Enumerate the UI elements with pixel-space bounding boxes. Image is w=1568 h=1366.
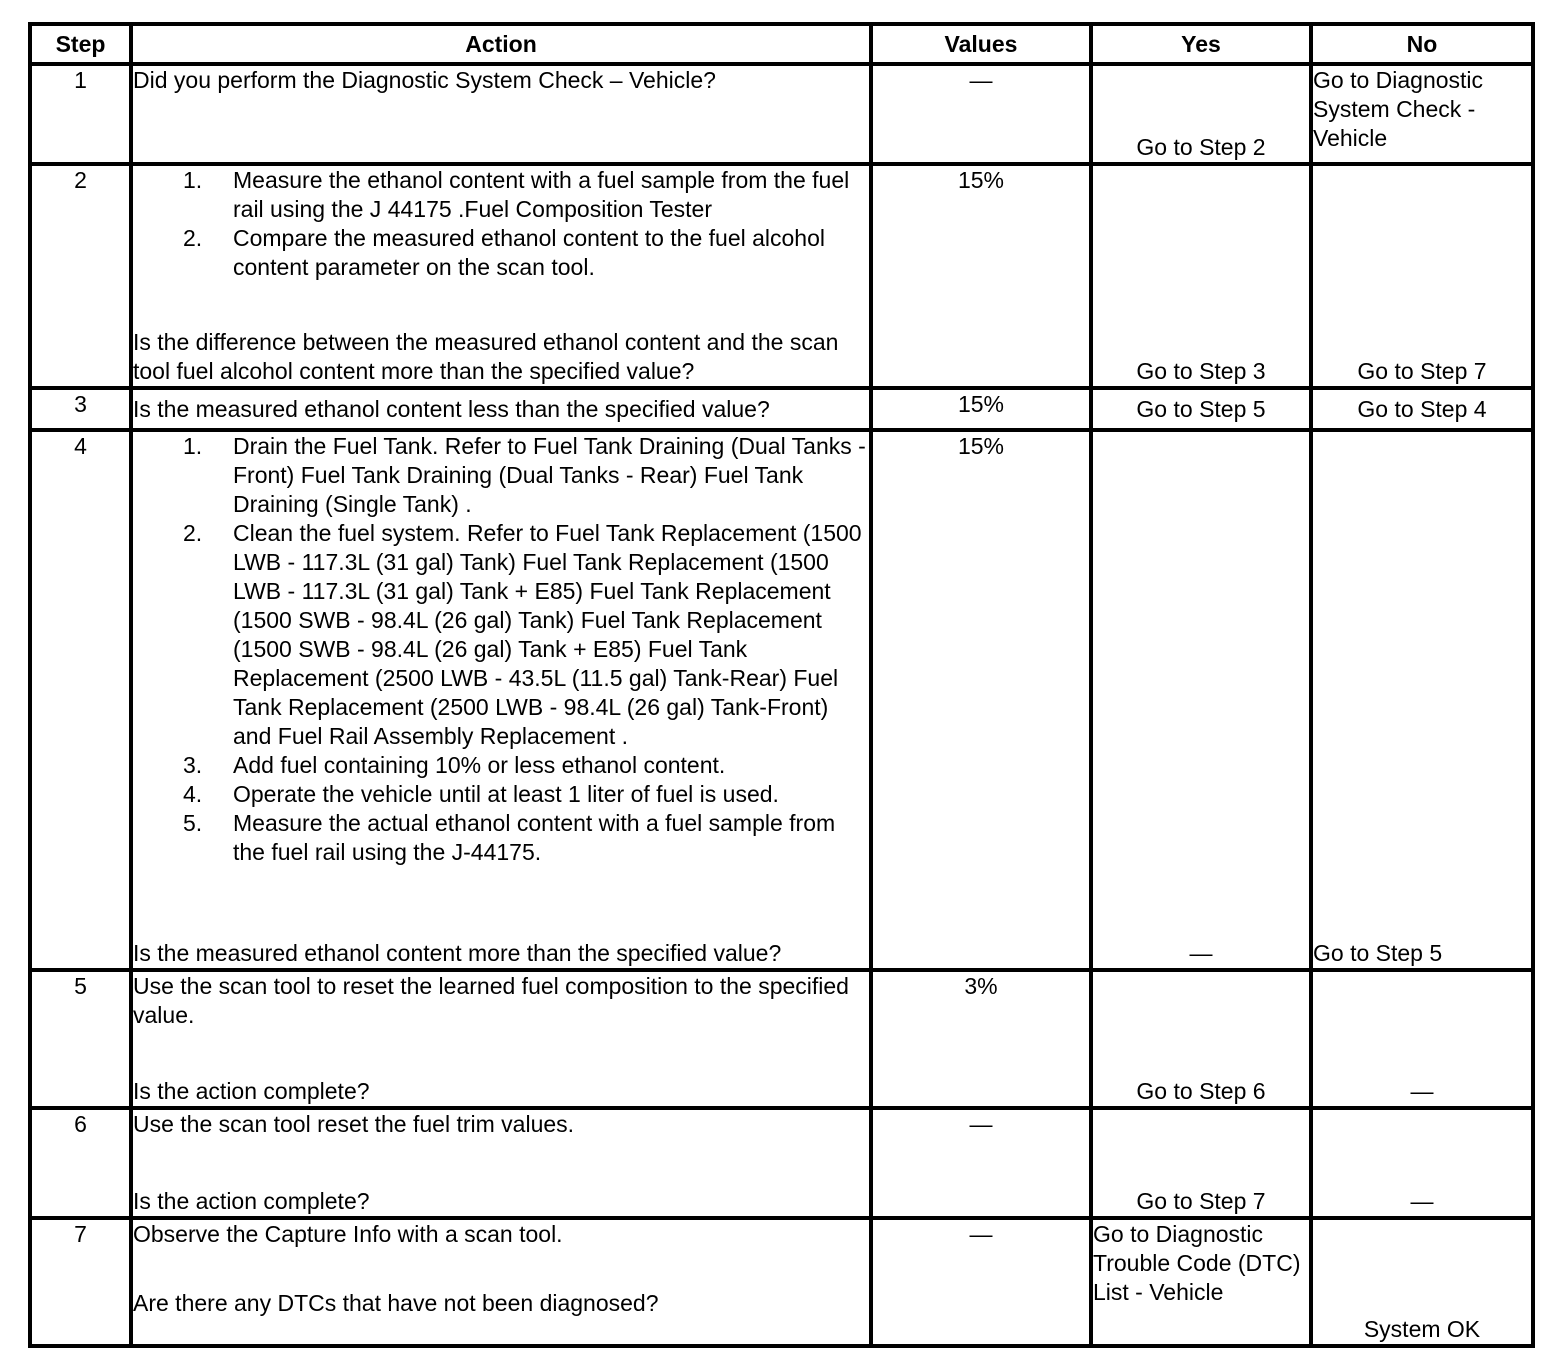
- action-intro: Use the scan tool reset the fuel trim values.: [133, 1111, 575, 1137]
- action-cell: [131, 164, 871, 388]
- list-item: 1. Measure the ethanol content with a fuel sample from the fuel rail using the J 44175 .Fuel Composition Tester: [183, 167, 850, 222]
- value-cell: 15%: [871, 388, 1091, 430]
- value-cell: —: [871, 64, 1091, 164]
- yes-cell: [1091, 430, 1311, 970]
- table-row-step-5: [30, 970, 1533, 1108]
- action-question: Is the action complete?: [133, 1188, 370, 1214]
- no-cell: [1311, 1218, 1533, 1346]
- no-cell: [1311, 388, 1533, 430]
- yes-cell: [1091, 164, 1311, 388]
- no-cell: [1311, 164, 1533, 388]
- table-row-step-1: [30, 64, 1533, 164]
- step-number: 1: [30, 64, 131, 164]
- action-cell: [131, 1108, 871, 1218]
- header-values: Values: [871, 24, 1091, 64]
- value-cell: —: [871, 1218, 1091, 1346]
- action-cell: [131, 64, 871, 164]
- table-row-step-7: [30, 1218, 1533, 1346]
- list-item: 5. Measure the actual ethanol content with a fuel sample from the fuel rail using the J-44175.: [183, 810, 836, 865]
- yes-result: —: [1189, 940, 1213, 966]
- no-cell: [1311, 64, 1533, 164]
- action-cell: [131, 388, 871, 430]
- step-number: 4: [30, 430, 131, 970]
- action-intro: Use the scan tool to reset the learned fuel composition to the specified value.: [133, 973, 849, 1028]
- diagnostic-table: [28, 22, 1535, 1348]
- action-list: [133, 166, 869, 282]
- header-step: Step: [30, 24, 131, 64]
- no-result: —: [1410, 1078, 1434, 1104]
- yes-result: Go to Step 5: [1136, 395, 1266, 422]
- no-result: Go to Diagnostic System Check - Vehicle: [1313, 67, 1484, 151]
- action-cell: [131, 430, 871, 970]
- no-cell: [1311, 430, 1533, 970]
- step-number: 5: [30, 970, 131, 1108]
- step-number: 6: [30, 1108, 131, 1218]
- yes-result: Go to Step 7: [1136, 1188, 1266, 1214]
- table-row-step-4: [30, 430, 1533, 970]
- header-action: Action: [131, 24, 871, 64]
- action-question: Is the action complete?: [133, 1078, 370, 1104]
- yes-result: Go to Diagnostic Trouble Code (DTC) List - Vehicle: [1093, 1221, 1301, 1305]
- no-result: System OK: [1363, 1316, 1481, 1342]
- action-cell: [131, 1218, 871, 1346]
- yes-cell: [1091, 970, 1311, 1108]
- value-cell: 15%: [871, 430, 1091, 970]
- table-row-step-2: [30, 164, 1533, 388]
- yes-cell: [1091, 1108, 1311, 1218]
- header-no: No: [1311, 24, 1533, 64]
- action-question: Is the measured ethanol content less than the specified value?: [133, 395, 770, 422]
- yes-cell: [1091, 64, 1311, 164]
- yes-cell: [1091, 388, 1311, 430]
- step-number: 7: [30, 1218, 131, 1346]
- no-result: Go to Step 4: [1357, 395, 1487, 422]
- table-row-step-3: [30, 388, 1533, 430]
- list-item: 2. Clean the fuel system. Refer to Fuel Tank Replacement (1500 LWB - 117.3L (31 gal) Tank) Fuel Tank Replacement (1500 LWB - 117.3L (31 gal) Tank + E85) Fuel Tank Replacement (1500 SWB - 98.4L (26 gal) Tank) Fuel Tank Replacement (1500 SWB - 98.4L (26 gal) Tank + E85) Fuel Tank Replacement (2500 LWB - 43.5L (11.5 gal) Tank-Rear) Fuel Tank Replacement (2500 LWB - 98.4L (26 gal) Tank-Front) and Fuel Rail Assembly Replacement .: [183, 520, 862, 749]
- yes-result: Go to Step 3: [1136, 358, 1266, 384]
- action-cell: [131, 970, 871, 1108]
- step-number: 2: [30, 164, 131, 388]
- yes-result: Go to Step 2: [1136, 134, 1266, 160]
- value-cell: 15%: [871, 164, 1091, 388]
- no-result: —: [1410, 1188, 1434, 1214]
- list-item: 3. Add fuel containing 10% or less ethanol content.: [183, 752, 726, 778]
- action-list: [133, 432, 869, 867]
- list-item: 2. Compare the measured ethanol content to the fuel alcohol content parameter on the scan tool.: [183, 225, 825, 280]
- list-item: 4. Operate the vehicle until at least 1 liter of fuel is used.: [183, 781, 779, 807]
- value-cell: 3%: [871, 970, 1091, 1108]
- action-intro: Observe the Capture Info with a scan tool.: [133, 1221, 563, 1247]
- no-cell: [1311, 1108, 1533, 1218]
- yes-cell: [1091, 1218, 1311, 1346]
- no-result: Go to Step 7: [1357, 358, 1487, 384]
- action-question: Is the measured ethanol content more than the specified value?: [133, 940, 782, 966]
- no-result: Go to Step 5: [1313, 940, 1443, 966]
- action-question: Did you perform the Diagnostic System Check – Vehicle?: [133, 67, 716, 93]
- table-row-step-6: [30, 1108, 1533, 1218]
- list-item: 1. Drain the Fuel Tank. Refer to Fuel Tank Draining (Dual Tanks - Front) Fuel Tank Draining (Dual Tanks - Rear) Fuel Tank Draining (Single Tank) .: [183, 433, 866, 517]
- action-question: Is the difference between the measured ethanol content and the scan tool fuel alcohol content more than the specified value?: [133, 329, 839, 384]
- no-cell: [1311, 970, 1533, 1108]
- action-question: Are there any DTCs that have not been diagnosed?: [133, 1290, 659, 1316]
- header-yes: Yes: [1091, 24, 1311, 64]
- yes-result: Go to Step 6: [1136, 1078, 1266, 1104]
- step-number: 3: [30, 388, 131, 430]
- value-cell: —: [871, 1108, 1091, 1218]
- header-row: [30, 24, 1533, 64]
